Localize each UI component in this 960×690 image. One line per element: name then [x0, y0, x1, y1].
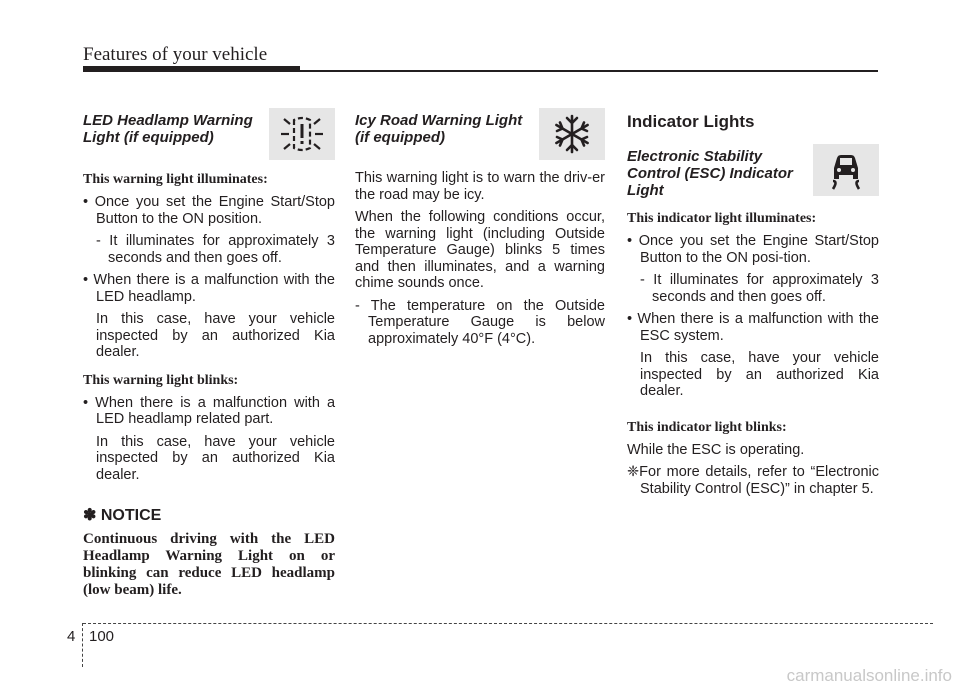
led-blinks-heading: This warning light blinks:: [83, 372, 239, 388]
indicator-lights-heading: Indicator Lights: [627, 112, 755, 131]
esc-skid-car-icon: [813, 144, 879, 196]
page-number: 100: [89, 628, 115, 645]
led-bullet-2-note: In this case, have your vehicle inspected by an authorized Kia dealer.: [96, 311, 335, 360]
esc-bullet-2-note: In this case, have your vehicle inspected by an authorized Kia dealer.: [640, 350, 879, 399]
icy-road-para-1: This warning light is to warn the driv-er the road may be icy.: [355, 170, 605, 203]
column-icy-road: [355, 108, 605, 353]
esc-reference-text: ❈For more details, refer to “Electronic Stability Control (ESC)” in chapter 5.: [627, 464, 879, 497]
icy-road-section-head: [355, 108, 605, 160]
column-indicator-lights: [627, 108, 879, 503]
esc-section-head: [627, 144, 879, 199]
page-header-title: Features of your vehicle: [83, 44, 268, 65]
led-headlamp-section-head: [83, 108, 335, 160]
led-bullet-2: • When there is a malfunction with the LED headlamp.: [83, 272, 335, 305]
led-bullet-1-dash: - It illuminates for approximately 3 seconds and then goes off.: [96, 233, 335, 266]
icy-road-title: Icy Road Warning Light (if equipped): [355, 112, 523, 146]
led-bullet-3: • When there is a malfunction with a LED headlamp related part.: [83, 394, 336, 427]
esc-operating-text: While the ESC is operating.: [627, 441, 805, 458]
notice-title: ✽ NOTICE: [83, 507, 162, 524]
chapter-number: 4: [67, 628, 76, 645]
header-rule-thin: [300, 70, 878, 72]
snowflake-icon: [539, 108, 605, 160]
notice-body: Continuous driving with the LED Headlamp Warning Light on or blinking can reduce LED headlamp (low beam) life.: [83, 531, 335, 598]
esc-illuminates-heading: This indicator light illuminates:: [627, 211, 817, 226]
led-headlamp-title: LED Headlamp Warning Light (if equipped): [83, 112, 253, 146]
column-led-headlamp: [83, 108, 335, 599]
footer-rule: [83, 623, 933, 624]
esc-bullet-1-dash: - It illuminates for approximately 3 seconds and then goes off.: [640, 272, 879, 305]
icy-road-para-3: - The temperature on the Outside Temperature Gauge is below approximately 40°F (4°C).: [355, 297, 605, 347]
header-rule-thick: [83, 66, 300, 72]
esc-bullet-2: • When there is a malfunction with the ESC system.: [627, 311, 879, 344]
led-bullet-3-note: In this case, have your vehicle inspected by an authorized Kia dealer.: [96, 433, 335, 483]
led-illuminates-heading: This warning light illuminates:: [83, 172, 268, 187]
led-bullet-1: • Once you set the Engine Start/Stop Button to the ON position.: [83, 194, 335, 227]
esc-bullet-1: • Once you set the Engine Start/Stop Button to the ON posi-tion.: [627, 233, 879, 266]
led-headlamp-warning-icon: [269, 108, 335, 160]
icy-road-para-2: When the following conditions occur, the warning light (including Outside Temperature Gauge) blinks 5 times and then illuminates, and a warning chime sounds once.: [355, 209, 605, 291]
esc-blinks-heading: This indicator light blinks:: [627, 419, 787, 435]
esc-title: Electronic Stability Control (ESC) Indicator Light: [627, 148, 793, 199]
watermark: carmanualsonline.info: [786, 666, 952, 685]
footer-divider: [82, 623, 83, 667]
